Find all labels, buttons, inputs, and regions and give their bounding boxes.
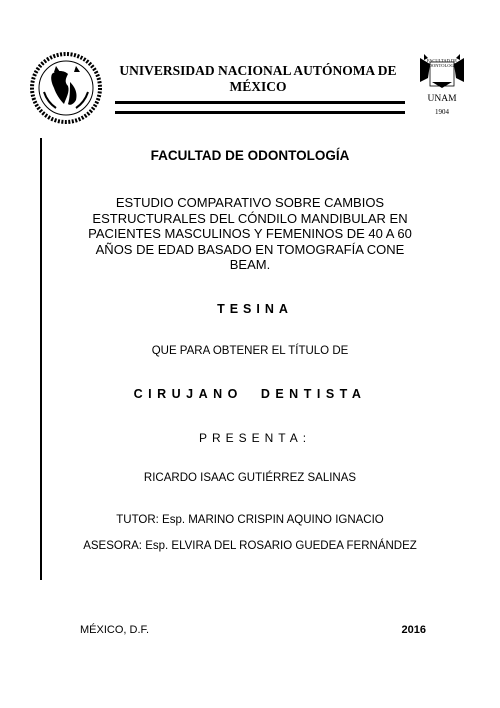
advisor-line: ASESORA: Esp. ELVIRA DEL ROSARIO GUEDEA FERNÁNDEZ [83, 540, 417, 552]
place-text: MÉXICO, D.F. [80, 624, 150, 636]
unam-seal-icon [30, 52, 102, 124]
faculty-seal-label: FACULTAD DE ODONTOLOGÍA [425, 58, 459, 68]
document-type: TESINA [217, 302, 293, 316]
degree-title: CIRUJANO DENTISTA [133, 387, 367, 401]
author-name: RICARDO ISAAC GUTIÉRREZ SALINAS [143, 472, 357, 484]
purpose-line: QUE PARA OBTENER EL TÍTULO DE [151, 345, 349, 357]
presents-line: PRESENTA: [198, 431, 312, 445]
faculty-seal-year: 1904 [435, 108, 449, 116]
header-rule-top [115, 101, 405, 104]
university-name: UNIVERSIDAD NACIONAL AUTÓNOMA DE MÉXICO [119, 63, 397, 94]
header-rule-bottom [115, 111, 405, 114]
tutor-line: TUTOR: Esp. MARINO CRISPIN AQUINO IGNACIO [116, 514, 384, 526]
faculty-title: FACULTAD DE ODONTOLOGÍA [150, 148, 350, 163]
thesis-title: ESTUDIO COMPARATIVO SOBRE CAMBIOS ESTRUCTURALES DEL CÓNDILO MANDIBULAR EN PACIENTES MASCULINOS Y FEMENINOS DE 40 A 60 AÑOS DE EDAD BASADO EN TOMOGRAFÍA CONE BEAM. [88, 195, 412, 272]
faculty-seal-unam: UNAM [427, 94, 457, 104]
year-text: 2016 [401, 624, 426, 636]
